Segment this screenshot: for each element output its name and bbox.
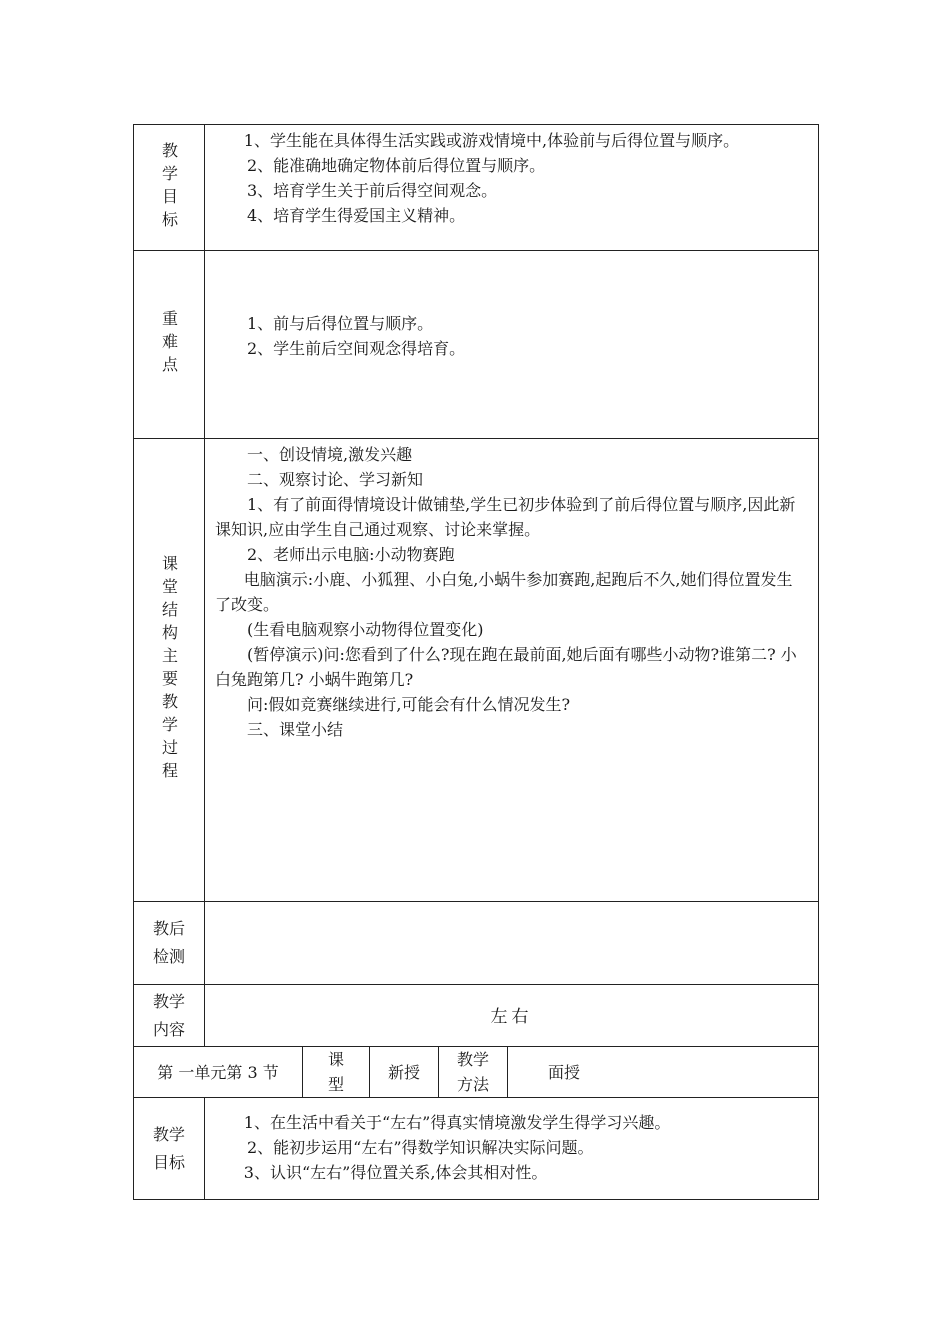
content-label-line-2: 内容 — [152, 1019, 185, 1039]
method-label-line-2: 方法 — [456, 1075, 489, 1094]
objectives2-content — [205, 1098, 818, 1199]
objectives-content — [205, 125, 818, 250]
objectives2-label — [134, 1098, 205, 1199]
check-content — [205, 902, 818, 984]
objectives-row — [134, 125, 818, 251]
content-row — [134, 985, 818, 1047]
type-label-line-1: 课 — [327, 1050, 344, 1069]
process-line-3: 1、有了前面得情境设计做铺垫,学生已初步体验到了前后得位置与顺序,因此新课知识,应由学生自己通过观察、讨论来掌握。 — [215, 495, 796, 539]
check-row — [134, 902, 818, 985]
info-row — [134, 1047, 818, 1098]
type-label-cell — [303, 1047, 370, 1097]
keypoints-label: 重难点 — [134, 251, 205, 438]
method-value-cell: 面授 — [548, 1062, 581, 1082]
content-label-line-1: 教学 — [152, 991, 185, 1011]
type-value-cell: 新授 — [370, 1047, 439, 1097]
objective-line-3: 3、培育学生关于前后得空间观念。 — [247, 181, 498, 200]
process-line-2: 二、观察讨论、学习新知 — [247, 470, 424, 489]
process-row — [134, 439, 818, 902]
process-line-7: (暂停演示)问:您看到了什么?现在跑在最前面,她后面有哪些小动物?谁第二? 小白兔跑第几? 小蜗牛跑第几? — [215, 645, 797, 689]
unit-cell: 第 一单元第 3 节 — [134, 1047, 303, 1097]
keypoints-content — [205, 251, 818, 438]
process-line-9: 三、课堂小结 — [247, 720, 344, 739]
process-line-8: 问:假如竞赛继续进行,可能会有什么情况发生? — [247, 695, 571, 714]
method-label-cell — [439, 1047, 508, 1097]
check-label-line-2: 检测 — [152, 947, 185, 966]
objective-line-1: 1、学生能在具体得生活实践或游戏情境中,体验前与后得位置与顺序。 — [243, 131, 740, 150]
method-label-line-1: 教学 — [456, 1050, 489, 1069]
check-label — [134, 902, 205, 984]
lesson-plan-table — [133, 124, 819, 1200]
objective-line-4: 4、培育学生得爱国主义精神。 — [247, 206, 466, 225]
process-line-5: 电脑演示:小鹿、小狐狸、小白兔,小蜗牛参加赛跑,起跑后不久,她们得位置发生了改变。 — [215, 570, 793, 614]
objective2-line-3: 3、认识“左右”得位置关系,体会其相对性。 — [243, 1163, 548, 1182]
process-line-1: 一、创设情境,激发兴趣 — [247, 445, 413, 464]
process-line-6: (生看电脑观察小动物得位置变化) — [247, 620, 484, 639]
process-label: 课堂结构主要教学过程 — [134, 439, 205, 901]
keypoint-line-1: 1、前与后得位置与顺序。 — [247, 313, 434, 333]
objective2-line-2: 2、能初步运用“左右”得数学知识解决实际问题。 — [247, 1138, 594, 1157]
process-line-4: 2、老师出示电脑:小动物赛跑 — [247, 545, 455, 564]
objectives2-label-line-2: 目标 — [152, 1152, 185, 1172]
content-title: 左右 — [490, 1006, 533, 1027]
objectives2-row — [134, 1098, 818, 1199]
keypoints-row — [134, 251, 818, 439]
objectives-label: 教学目标 — [134, 125, 205, 250]
objective-line-2: 2、能准确地确定物体前后得位置与顺序。 — [247, 156, 546, 175]
objective2-line-1: 1、在生活中看关于“左右”得真实情境激发学生得学习兴趣。 — [243, 1113, 671, 1132]
objectives2-label-line-1: 教学 — [152, 1124, 185, 1144]
keypoint-line-2: 2、学生前后空间观念得培育。 — [247, 338, 466, 358]
content-label — [134, 985, 205, 1046]
process-content — [205, 439, 818, 901]
type-label-line-2: 型 — [327, 1075, 344, 1094]
check-label-line-1: 教后 — [152, 919, 185, 938]
